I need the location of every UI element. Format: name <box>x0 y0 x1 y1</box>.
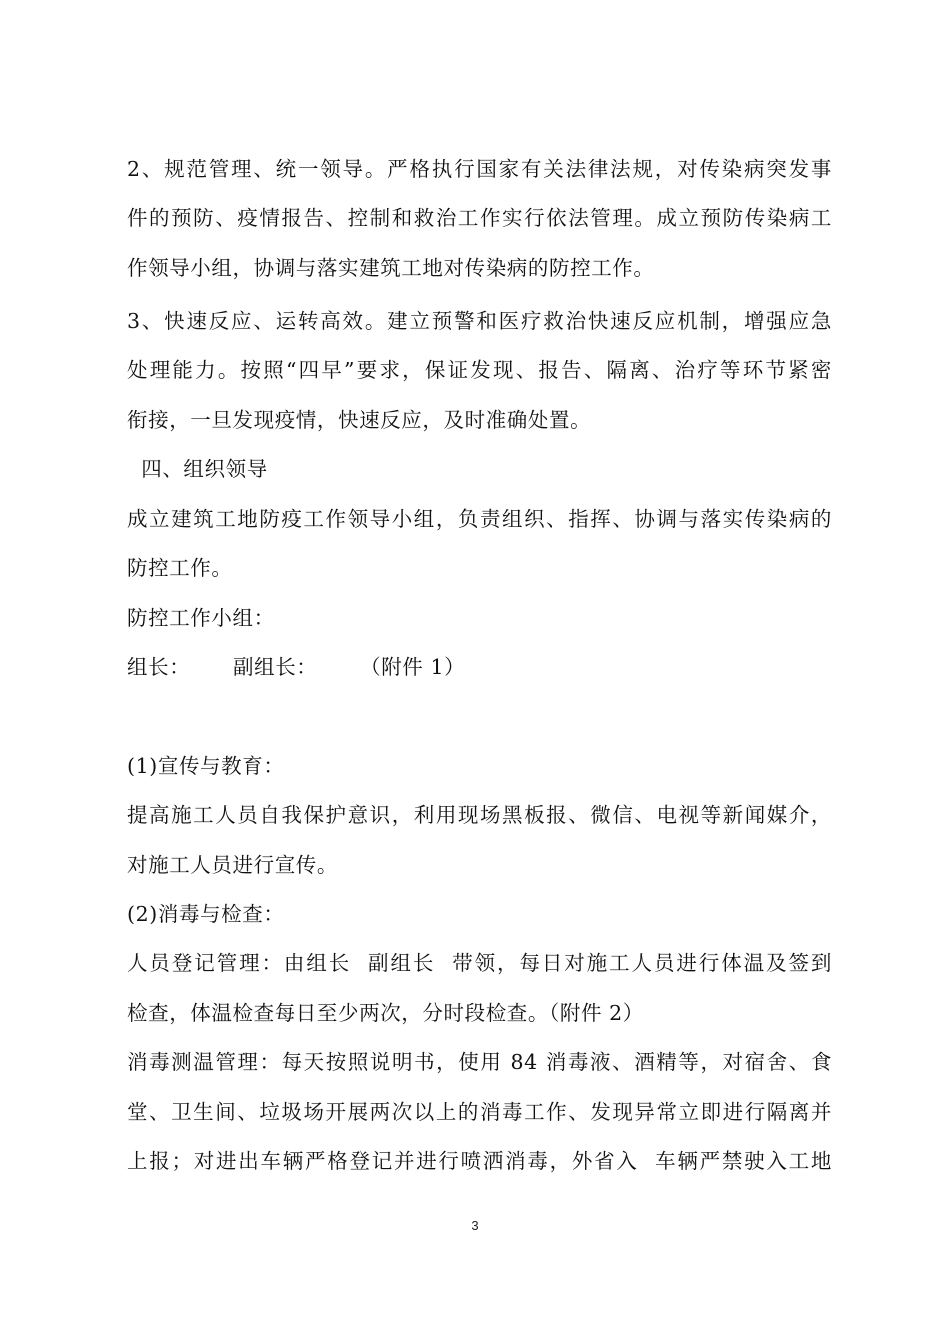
paragraph-line: 衔接，一旦发现疫情，快速反应，及时准确处置。 <box>127 408 592 432</box>
paragraph-line: 防控工作小组： <box>127 606 275 630</box>
paragraph-line: 堂、卫生间、垃圾场开展两次以上的消毒工作、发现异常立即进行隔离并 <box>127 1100 832 1124</box>
paragraph-line: 处理能力。按照“四早”要求，保证发现、报告、隔离、治疗等环节紧密 <box>127 358 832 382</box>
paragraph-line: 人员登记管理：由组长 副组长 带领，每日对施工人员进行体温及签到 <box>127 951 832 975</box>
paragraph-line: 上报；对进出车辆严格登记并进行喷洒消毒，外省入 车辆严禁驶入工地 <box>127 1149 832 1173</box>
paragraph-line: 对施工人员进行宣传。 <box>127 853 338 877</box>
section-heading: 四、组织领导 <box>127 457 268 481</box>
paragraph-line: 检查，体温检查每日至少两次，分时段检查。（附件 2） <box>127 1001 644 1025</box>
paragraph-line: 3、快速反应、运转高效。建立预警和医疗救治快速反应机制，增强应急 <box>127 309 832 333</box>
subsection-heading: (1)宣传与教育： <box>127 754 285 778</box>
paragraph-line: 作领导小组，协调与落实建筑工地对传染病的防控工作。 <box>127 256 655 280</box>
paragraph-line: 2、规范管理、统一领导。严格执行国家有关法律法规，对传染病突发事 <box>127 157 832 181</box>
subsection-heading: (2)消毒与检查： <box>127 902 285 926</box>
paragraph-line: 消毒测温管理：每天按照说明书，使用 84 消毒液、酒精等，对宿舍、食 <box>127 1050 832 1074</box>
team-leaders-line: 组长： 副组长： （附件 1） <box>127 655 466 679</box>
paragraph-line: 防控工作。 <box>127 556 233 580</box>
paragraph-line: 成立建筑工地防疫工作领导小组，负责组织、指挥、协调与落实传染病的 <box>127 507 832 531</box>
paragraph-line: 提高施工人员自我保护意识，利用现场黑板报、微信、电视等新闻媒介， <box>127 803 832 827</box>
page-number: 3 <box>471 1218 479 1233</box>
paragraph-line: 件的预防、疫情报告、控制和救治工作实行依法管理。成立预防传染病工 <box>127 206 832 230</box>
